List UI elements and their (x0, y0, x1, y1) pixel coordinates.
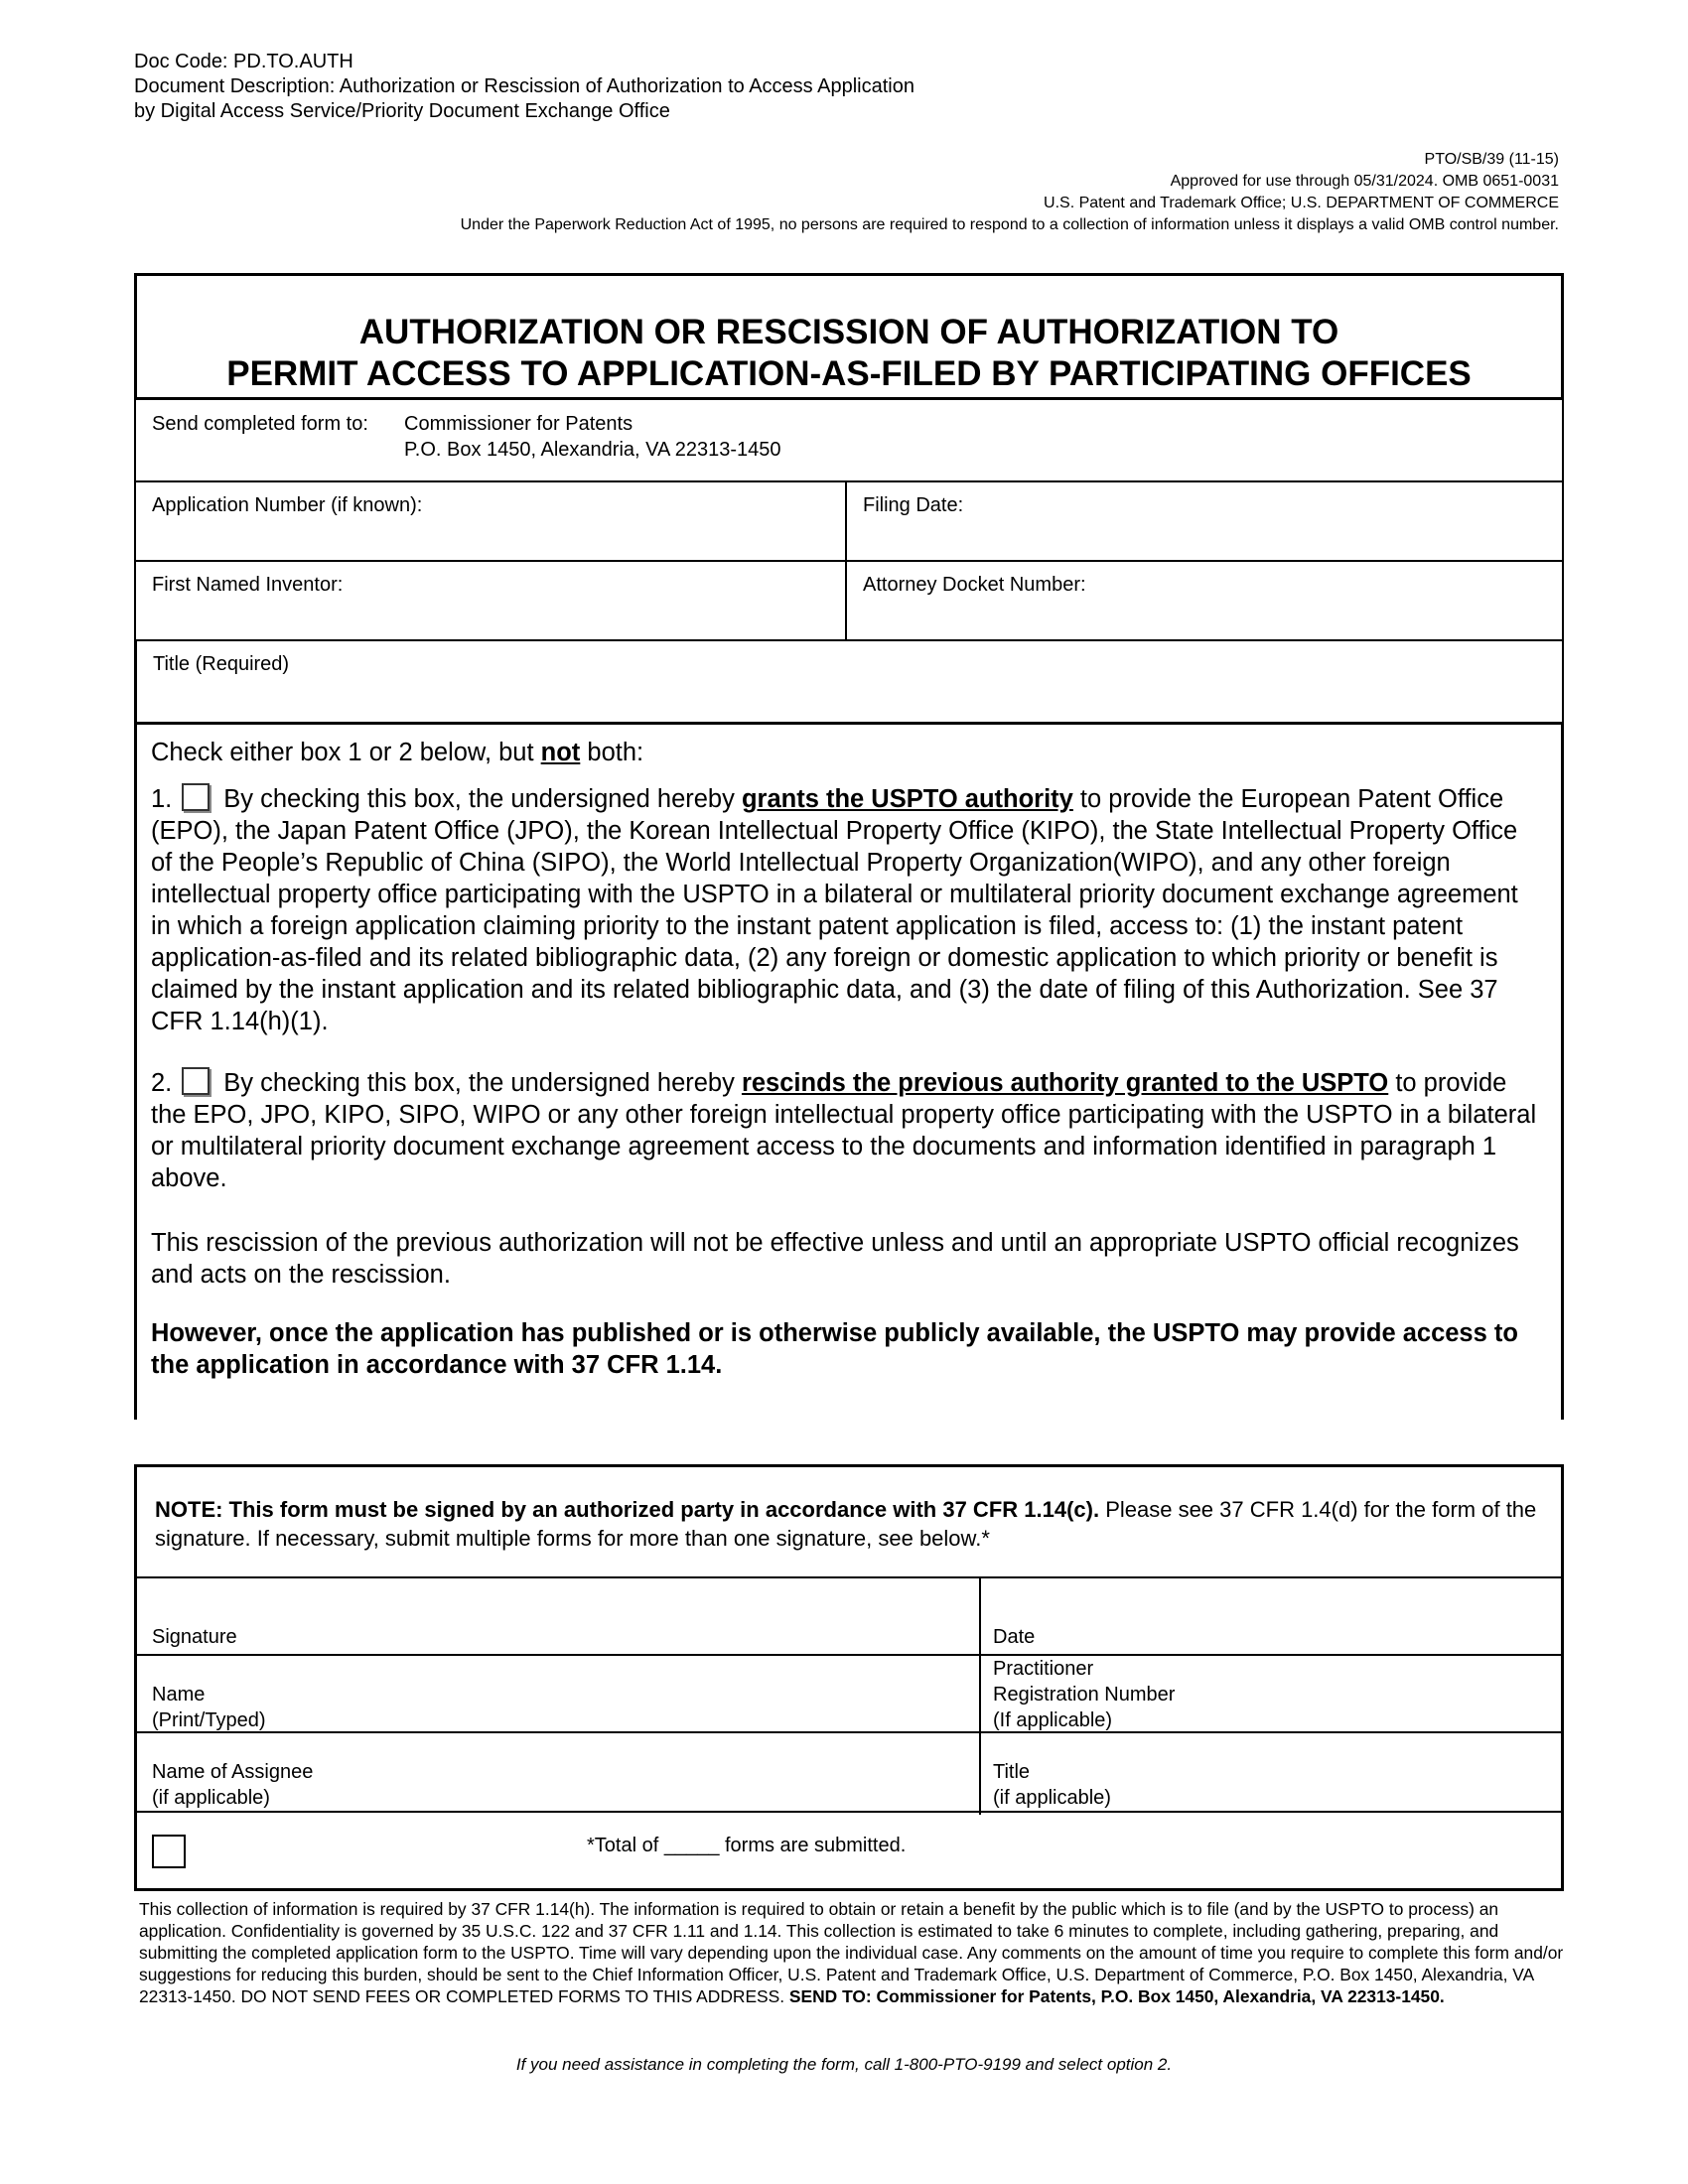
date-input[interactable] (981, 1578, 1561, 1656)
filing-date-field[interactable] (845, 480, 1564, 562)
option-2-text-cont: to provide the EPO, JPO, KIPO, SIPO, WIPO or any other foreign intellectual property office participating with the USPTO in a bilateral or multilateral priority document exchange agreement access to the documents and information identified in paragraph 1 above. (151, 1069, 1537, 1192)
option-2-emphasis: rescinds the previous authority granted to the USPTO (741, 1069, 1389, 1097)
assignee-input[interactable] (137, 1733, 977, 1813)
doc-description: Document Description: Authorization or Rescission of Authorization to Access Application (134, 75, 914, 97)
signature-section (134, 1464, 1564, 1891)
attorney-docket-field[interactable] (845, 560, 1564, 641)
option-2-paragraph (151, 1067, 1541, 1194)
title-label-line2: (if applicable) (993, 1787, 1111, 1809)
application-number-label: Application Number (if known): (152, 494, 423, 516)
form-title-box (134, 273, 1564, 400)
first-named-inventor-field[interactable] (134, 560, 847, 641)
title-input[interactable] (981, 1733, 1561, 1813)
multiple-forms-checkbox[interactable] (152, 1835, 186, 1868)
name-label-line2: (Print/Typed) (152, 1709, 266, 1731)
total-forms-row (137, 1811, 1561, 1890)
instruction-text: Check either box 1 or 2 below, but (151, 739, 541, 766)
burden-text: This collection of information is required by 37 CFR 1.14(h). The information is required to obtain or retain a benefit by the public which is to file (and by the USPTO to process) an application. Confidentiality is governed by 35 U.S.C. 122 and 37 CFR 1.11 and 1.14. This collection is estimated to take 6 minutes to complete, including gathering, preparing, and submitting the completed application form to the USPTO. Time will vary depending upon the individual case. Any comments on the amount of time you require to complete this form and/or suggestions for reducing this burden, should be sent to the Chief Information Officer, U.S. Patent and Trademark Office, U.S. Department of Commerce, P.O. Box 1450, Alexandria, VA 22313-1450. DO NOT SEND FEES OR COMPLETED FORMS TO THIS ADDRESS. (139, 1899, 1564, 2006)
rescission-note: This rescission of the previous authorization will not be effective unless and until an appropriate USPTO official recognizes and acts on the rescission. (151, 1229, 1519, 1289)
application-number-field[interactable] (134, 480, 847, 562)
signature-input[interactable] (137, 1578, 977, 1656)
title-label-line1: Title (993, 1761, 1031, 1783)
registration-if-applicable: (If applicable) (993, 1709, 1113, 1731)
send-to-line1: Commissioner for Patents (404, 413, 633, 435)
practitioner-label: Practitioner (993, 1658, 1094, 1680)
signature-label: Signature (152, 1626, 237, 1648)
signature-note-bold: NOTE: This form must be signed by an authorized party in accordance with 37 CFR 1.14(c). (155, 1497, 1100, 1522)
option-1-text-cont: to provide the European Patent Office (EPO), the Japan Patent Office (JPO), the Korean Intellectual Property Office (KIPO), the State Intellectual Property Office of the People’s Republic of China (SIPO), the World Intellectual Property Organization(WIPO), and any other foreign intellectual property office participating with the USPTO in a bilateral or multilateral priority document exchange agreement in which a foreign application claiming priority to the instant patent application is filed, access to: (1) the instant patent application-as-filed and its related bibliographic data, (2) any foreign or domestic application to which priority or benefit is claimed by the instant application and its related bibliographic data, and (3) the date of filing of this Authorization. See 37 CFR 1.14(h)(1). (151, 785, 1518, 1035)
form-title-line1: AUTHORIZATION OR RESCISSION OF AUTHORIZATION TO (358, 313, 1339, 351)
option-1-number: 1. (151, 785, 173, 813)
instruction-text-end: both: (580, 739, 644, 766)
assignee-label-line2: (if applicable) (152, 1787, 270, 1809)
assignee-label-line1: Name of Assignee (152, 1761, 314, 1783)
registration-number-input[interactable] (981, 1656, 1561, 1733)
filing-date-label: Filing Date: (863, 494, 964, 516)
first-named-inventor-label: First Named Inventor: (152, 574, 344, 596)
option-1-checkbox[interactable] (182, 783, 210, 811)
title-required-label: Title (Required) (153, 653, 290, 675)
send-to-box (134, 397, 1564, 482)
assignee-row (137, 1731, 1561, 1815)
name-row (137, 1654, 1561, 1735)
option-2-number: 2. (151, 1069, 173, 1097)
publication-note: However, once the application has published or is otherwise publicly available, the USPTO may provide access to the application in accordance with 37 CFR 1.14. (151, 1319, 1518, 1379)
total-forms-text: *Total of _____ forms are submitted. (587, 1835, 907, 1856)
send-to-address (404, 411, 781, 463)
approval-line: Approved for use through 05/31/2024. OMB 0651-0031 (1170, 173, 1559, 190)
form-title-line2: PERMIT ACCESS TO APPLICATION-AS-FILED BY PARTICIPATING OFFICES (226, 354, 1472, 393)
send-to-label: Send completed form to: (152, 413, 368, 435)
name-label-line1: Name (152, 1684, 206, 1706)
assistance-line: If you need assistance in completing the form, call 1-800-PTO-9199 and select option 2. (515, 2055, 1173, 2074)
date-label: Date (993, 1626, 1036, 1648)
option-1-emphasis: grants the USPTO authority (741, 785, 1073, 813)
doc-code: Doc Code: PD.TO.AUTH (134, 51, 353, 72)
instruction-not: not (540, 739, 581, 766)
registration-number-text: Registration Number (993, 1684, 1176, 1706)
name-input[interactable] (137, 1656, 977, 1733)
form-title (137, 312, 1561, 395)
pra-notice: Under the Paperwork Reduction Act of 1995, no persons are required to respond to a collection of information unless it displays a valid OMB control number. (460, 216, 1559, 233)
check-instruction (151, 737, 1541, 768)
doc-description-cont: by Digital Access Service/Priority Document Exchange Office (134, 100, 670, 122)
form-number: PTO/SB/39 (11-15) (1424, 151, 1559, 168)
option-2-text: By checking this box, the undersigned hereby (223, 1069, 742, 1097)
omb-header (461, 149, 1559, 236)
signature-note-rest: Please see 37 CFR 1.4(d) for the form of the signature. If necessary, submit multiple forms for more than one signature, see below.* (155, 1497, 1537, 1551)
agency-line: U.S. Patent and Trademark Office; U.S. DEPARTMENT OF COMMERCE (1044, 195, 1559, 211)
signature-row (137, 1576, 1561, 1658)
option-1-text: By checking this box, the undersigned hereby (223, 785, 742, 813)
signature-note (155, 1495, 1545, 1553)
option-1-paragraph (151, 783, 1541, 1037)
title-field[interactable] (134, 639, 1564, 725)
attorney-docket-label: Attorney Docket Number: (863, 574, 1086, 596)
document-header (134, 50, 914, 124)
send-to-line2: P.O. Box 1450, Alexandria, VA 22313-1450 (404, 439, 781, 461)
option-2-checkbox[interactable] (182, 1067, 210, 1095)
send-to-bold: SEND TO: Commissioner for Patents, P.O. Box 1450, Alexandria, VA 22313-1450. (788, 1986, 1445, 2006)
burden-statement (139, 1898, 1569, 2007)
